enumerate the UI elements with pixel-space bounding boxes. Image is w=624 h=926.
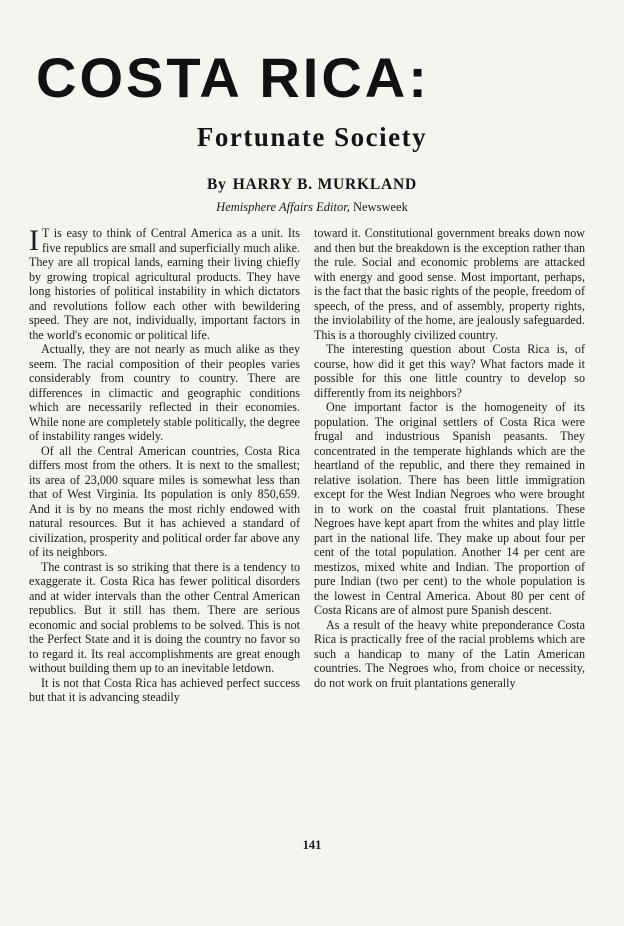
paragraph: It is not that Costa Rica has achieved perfect success but that it is advancing steadily: [29, 675, 300, 704]
author-name: HARRY B. MURKLAND: [232, 176, 417, 193]
author-affiliation: [0, 201, 624, 214]
paragraph: As a result of the heavy white preponderance Costa Rica is practically free of the racial problems which are such a handicap to many of the Latin American countries. The Negroes who, from choice or necessity, do not work on fruit plantations generally: [314, 617, 585, 690]
affiliation-publication: Newsweek: [352, 200, 408, 214]
drop-cap: I: [29, 224, 39, 257]
article-title: COSTA RICA:: [36, 46, 430, 109]
paragraph-text: T is easy to think of Central America as a unit. Its five republics are small and superficially much alike. They are all tropical lands, earning their living chiefly by growing tropical agricultural products. They have long histories of political instability in which dictators and revolutions follow each other with bewildering speed. They are not, individually, important factors in the world's economic or political life.: [29, 226, 300, 342]
paragraph: Actually, they are not nearly as much alike as they seem. The racial composition of their peoples varies considerably from country to country. There are differences in climactic and geographic conditions which are necessarily reflected in their economies. While none are completely stable politically, the degree of instability ranges widely.: [29, 342, 300, 443]
paragraph: [29, 226, 300, 342]
paragraph: Of all the Central American countries, Costa Rica differs most from the others. It is next to the smallest; its area of 23,000 square miles is somewhat less than that of West Virginia. Its population is only 850,659. And it is by no means the most richly endowed with natural resources. But it has achieved a standard of civilization, prosperity and political order far above any of its neighbors.: [29, 443, 300, 559]
left-column: [29, 226, 300, 705]
article-subtitle: Fortunate Society: [196, 122, 428, 152]
paragraph: One important factor is the homogeneity of its population. The original settlers of Costa Rica were frugal and industrious Spanish peasants. They concentrated in the temperate highlands which are the heartland of the republic, and there they remained in relative isolation. There has been little immigration except for the West Indian Negroes who were brought in to work on the coastal fruit plantations. These Negroes have kept apart from the whites and play little part in the national life. They make up about four per cent of the total population. Another 14 per cent are mestizos, mixed white and Indian. The proportion of pure Indian (two per cent) to the whole population is the lowest in Central America. About 80 per cent of Costa Ricans are of almost pure Spanish descent.: [314, 400, 585, 617]
byline-prefix: By: [207, 176, 227, 193]
page-number: 141: [302, 838, 322, 852]
byline: [0, 177, 624, 193]
paragraph: The contrast is so striking that there is a tendency to exaggerate it. Costa Rica has fewer political disorders and at wider intervals than the other Central American republics. But it still has them. There are serious economic and social problems to be solved. This is not the Perfect State and it is doing the country no favor so to regard it. Its real accomplishments are great enough without building them up to an inevitable letdown.: [29, 559, 300, 675]
affiliation-editor: Editor,: [316, 200, 350, 214]
paragraph: The interesting question about Costa Rica is, of course, how did it get this way? What factors made it possible for this one little country to develop so differently from its neighbors?: [314, 342, 585, 400]
paragraph: toward it. Constitutional government breaks down now and then but the breakdown is the exception rather than the rule. Social and economic problems are attacked with energy and good sense. Most important, perhaps, is the fact that the basic rights of the people, freedom of speech, of the press, and of assembly, property rights, the inviolability of the home, are jealously safeguarded. This is a thoroughly civilized country.: [314, 226, 585, 342]
affiliation-role: Hemisphere Affairs: [216, 200, 314, 214]
right-column: [314, 226, 585, 690]
